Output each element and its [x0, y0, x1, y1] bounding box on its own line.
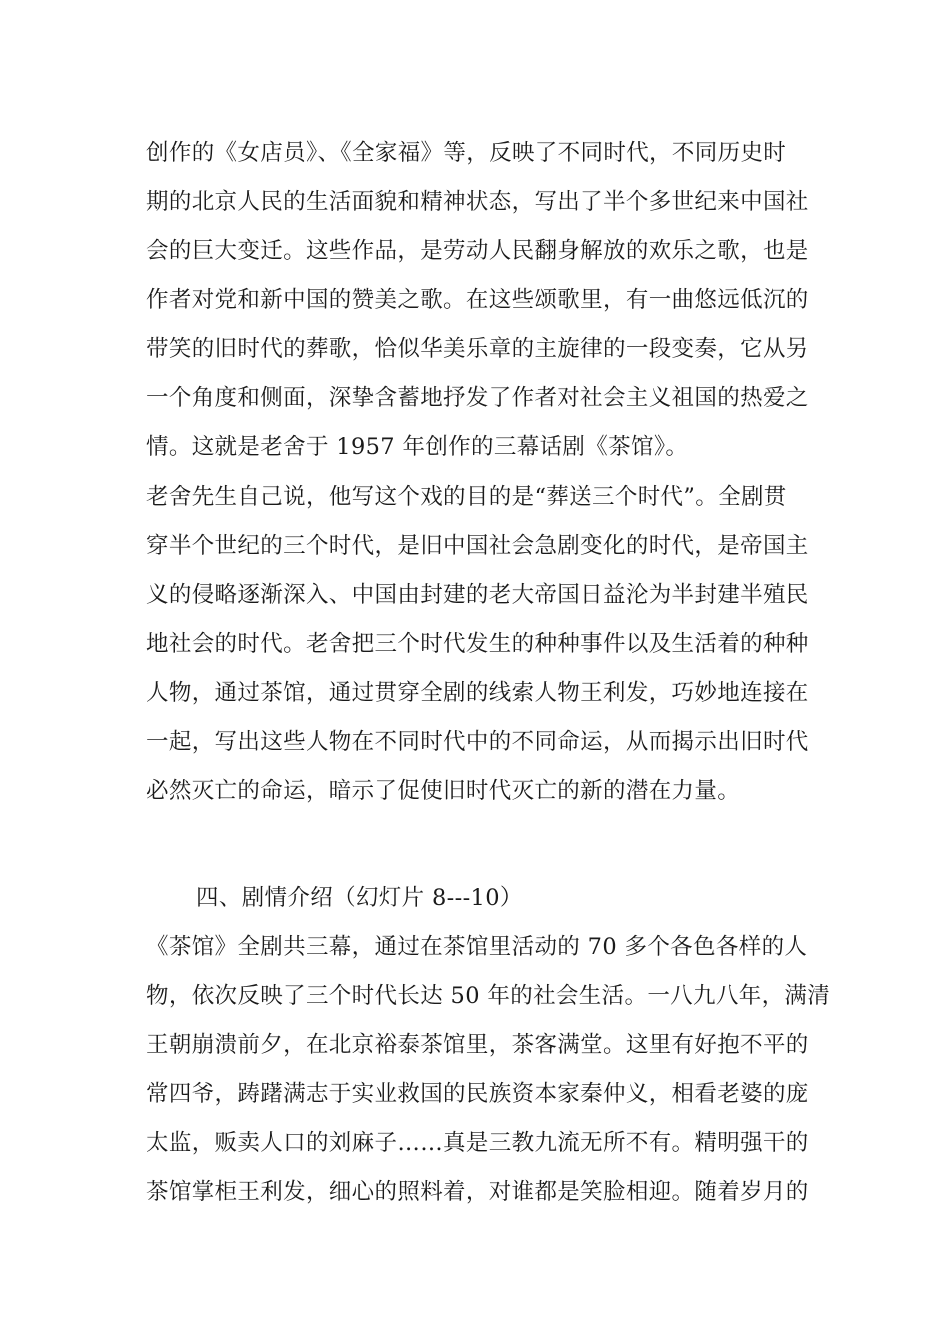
text-line: 必然灭亡的命运，暗示了促使旧时代灭亡的新的潜在力量。	[146, 778, 741, 804]
text-line: 作者对党和新中国的赞美之歌。在这些颂歌里，有一曲悠远低沉的	[146, 287, 809, 313]
text-line: 穿半个世纪的三个时代，是旧中国社会急剧变化的时代，是帝国主	[146, 533, 809, 559]
text-line: 王朝崩溃前夕，在北京裕泰茶馆里，茶客满堂。这里有好抱不平的	[146, 1032, 809, 1058]
text-line: 义的侵略逐渐深入、中国由封建的老大帝国日益沦为半封建半殖民	[146, 582, 809, 608]
text-line: 太监，贩卖人口的刘麻子……真是三教九流无所不有。精明强干的	[146, 1130, 809, 1156]
text-line: 一起，写出这些人物在不同时代中的不同命运，从而揭示出旧时代	[146, 729, 809, 755]
text-line: 会的巨大变迁。这些作品，是劳动人民翻身解放的欢乐之歌，也是	[146, 238, 809, 264]
text-line: 一个角度和侧面，深挚含蓄地抒发了作者对社会主义祖国的热爱之	[146, 385, 809, 411]
text-line: 老舍先生自己说，他写这个戏的目的是“葬送三个时代”。全剧贯	[146, 484, 787, 510]
text-line: 带笑的旧时代的葬歌，恰似华美乐章的主旋律的一段变奏，它从另	[146, 336, 809, 362]
text-line: 物，依次反映了三个时代长达 50 年的社会生活。一八九八年，满清	[146, 983, 831, 1009]
text-line: 地社会的时代。老舍把三个时代发生的种种事件以及生活着的种种	[146, 631, 809, 657]
text-line: 期的北京人民的生活面貌和精神状态，写出了半个多世纪来中国社	[146, 189, 809, 215]
section-heading: 四、剧情介绍（幻灯片 8---10）	[196, 885, 523, 911]
text-line: 情。这就是老舍于 1957 年创作的三幕话剧《茶馆》。	[146, 434, 689, 460]
text-line: 创作的《女店员》、《全家福》等，反映了不同时代，不同历史时	[146, 140, 787, 166]
text-line: 人物，通过茶馆，通过贯穿全剧的线索人物王利发，巧妙地连接在	[146, 680, 809, 706]
text-line: 常四爷，踌躇满志于实业救国的民族资本家秦仲义，相看老婆的庞	[146, 1081, 809, 1107]
text-line: 《茶馆》全剧共三幕，通过在茶馆里活动的 70 多个各色各样的人	[146, 934, 808, 960]
text-line: 茶馆掌柜王利发，细心的照料着，对谁都是笑脸相迎。随着岁月的	[146, 1179, 809, 1205]
